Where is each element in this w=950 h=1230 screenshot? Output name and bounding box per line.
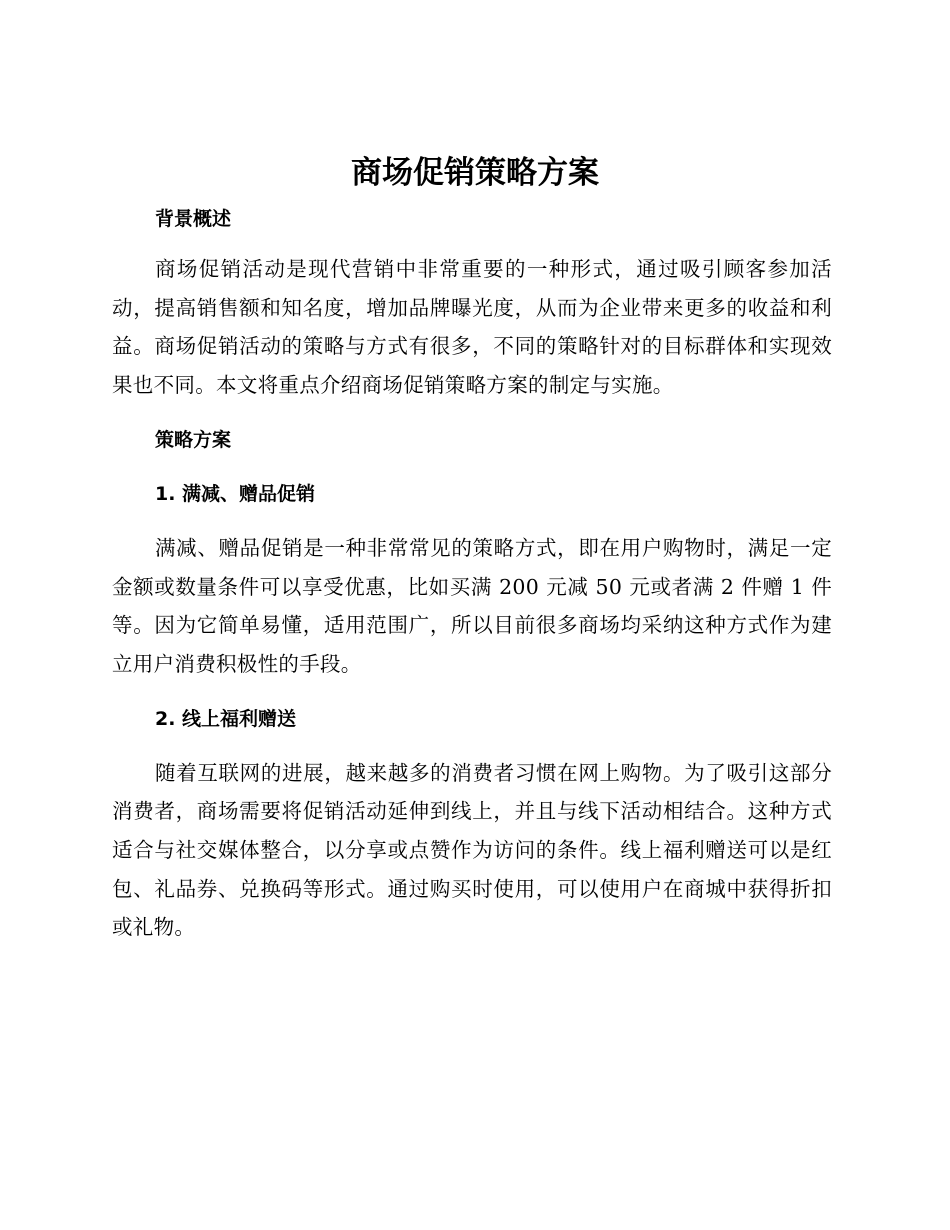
strategy-item-1-heading: 1. 满减、赠品促销 — [155, 482, 316, 505]
document-body — [112, 200, 832, 947]
section-heading-background: 背景概述 — [155, 208, 232, 230]
strategy-item-2-paragraph: 随着互联网的进展，越来越多的消费者习惯在网上购物。为了吸引这部分消费者，商场需要将促销活动延伸到线上，并且与线下活动相结合。这种方式适合与社交媒体整合，以分享或点赞作为访问的条件。线上福利赠送可以是红包、礼品券、兑换码等形式。通过购买时使用，可以使用户在商城中获得折扣或礼物。 — [112, 760, 832, 940]
strategy-item-1-paragraph: 满减、赠品促销是一种非常常见的策略方式，即在用户购物时，满足一定金额或数量条件可以享受优惠，比如买满 200 元减 50 元或者满 2 件赠 1 件等。因为它简单易懂，适用范围广，所以目前很多商场均采纳这种方式作为建立用户消费积极性的手段。 — [112, 535, 832, 676]
background-paragraph: 商场促销活动是现代营销中非常重要的一种形式，通过吸引顾客参加活动，提高销售额和知名度，增加品牌曝光度，从而为企业带来更多的收益和利益。商场促销活动的策略与方式有很多，不同的策略针对的目标群体和实现效果也不同。本文将重点介绍商场促销策略方案的制定与实施。 — [112, 257, 832, 398]
strategy-item-2-heading: 2. 线上福利赠送 — [155, 707, 297, 730]
section-heading-strategy: 策略方案 — [155, 428, 232, 451]
document-title: 商场促销策略方案 — [351, 155, 599, 191]
